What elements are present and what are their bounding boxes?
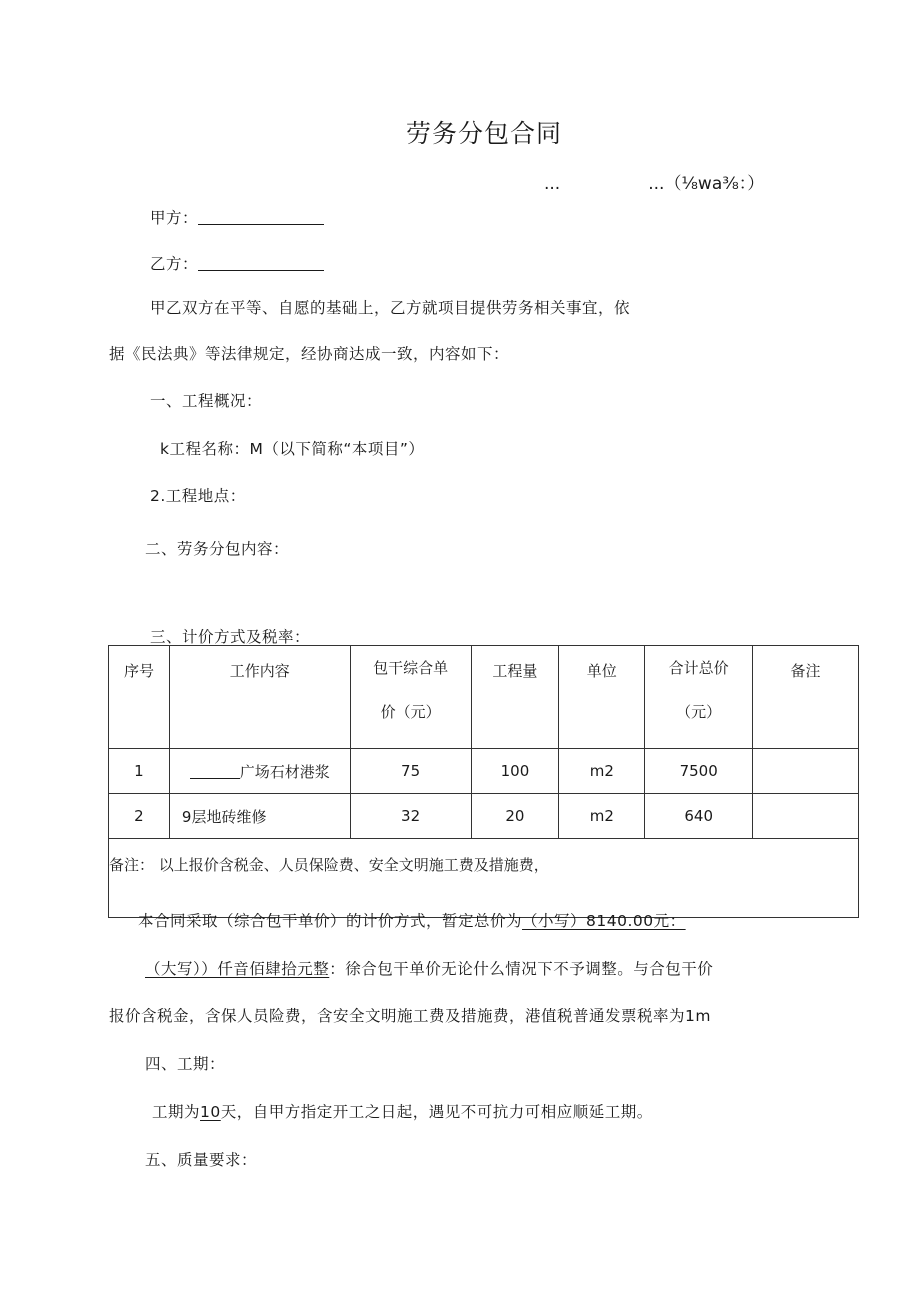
header-unit-price <box>350 646 471 749</box>
pricing-paragraph-2 <box>145 957 713 979</box>
section-3-heading: 三、计价方式及税率： <box>150 628 311 646</box>
table-note-text: 备注： 以上报价含税金、人员保险费、安全文明施工费及措施费， <box>109 856 549 874</box>
contract-number <box>544 169 764 194</box>
row-total: 7500 <box>645 749 753 794</box>
header-unit-price-line-1: 包干综合单 <box>373 659 449 677</box>
party-b-blank <box>198 256 324 271</box>
row-unit-price: 75 <box>350 749 471 794</box>
section-5-heading: 五、质量要求： <box>145 1151 258 1169</box>
pricing-paragraph-1 <box>138 909 686 931</box>
party-a-blank <box>198 210 324 225</box>
period-rest: 天，自甲方指定开工之日起，遇见不可抗力可相应顺延工期。 <box>220 1103 653 1121</box>
pricing-paragraph-3: 报价含税金，含保人员险费，含安全文明施工费及措施费，港值税普通发票税率为1m <box>109 1007 711 1025</box>
table-note-row <box>109 839 859 918</box>
price-table <box>108 645 859 918</box>
row-no: 2 <box>109 794 170 839</box>
section-1-heading: 一、工程概况： <box>150 392 263 410</box>
header-unit-price-line-2: 价（元） <box>380 703 441 721</box>
header-unit: 单位 <box>559 646 645 749</box>
section-4-text <box>152 1100 653 1122</box>
row-remark <box>753 794 859 839</box>
header-quantity: 工程量 <box>471 646 559 749</box>
pricing-text: 本合同采取（综合包干单价）的计价方式，暂定总价为 <box>138 912 523 930</box>
section-1-item-2: 2.工程地点： <box>150 487 246 505</box>
content-blank <box>190 764 240 779</box>
party-b <box>150 252 324 274</box>
section-1-item-1: k工程名称：M（以下简称“本项目”） <box>160 440 425 458</box>
party-b-label: 乙方： <box>150 255 199 273</box>
row-unit: m2 <box>559 794 645 839</box>
row-content <box>169 749 350 794</box>
contract-number-code: （⅛wa⅜：） <box>664 174 765 194</box>
row-total: 640 <box>645 794 753 839</box>
pricing-text-cont: ：徐合包干单价无论什么情况下不予调整。与合包干价 <box>329 960 714 978</box>
header-no: 序号 <box>109 646 170 749</box>
row-quantity: 20 <box>471 794 559 839</box>
party-a <box>150 206 324 228</box>
section-4-heading: 四、工期： <box>145 1055 226 1073</box>
preamble-line-1: 甲乙双方在平等、自愿的基础上，乙方就项目提供劳务相关事宜，依 <box>150 299 631 317</box>
total-amount-small: （小写）8140.00元： <box>522 912 686 930</box>
row-no: 1 <box>109 749 170 794</box>
row-content-text: 广场石材港浆 <box>239 762 330 781</box>
row-quantity: 100 <box>471 749 559 794</box>
period-days: 10 <box>200 1103 221 1121</box>
section-2-heading: 二、劳务分包内容： <box>145 540 290 558</box>
table-row <box>109 794 859 839</box>
contract-number-left: ... <box>544 174 561 194</box>
row-unit-price: 32 <box>350 794 471 839</box>
header-total-line-1: 合计总价 <box>668 659 729 677</box>
preamble-line-2: 据《民法典》等法律规定，经协商达成一致，内容如下： <box>109 345 510 363</box>
party-a-label: 甲方： <box>150 209 199 227</box>
header-total-line-2: （元） <box>676 703 722 721</box>
header-remark: 备注 <box>753 646 859 749</box>
row-remark <box>753 749 859 794</box>
document-title: 劳务分包合同 <box>405 119 562 148</box>
period-prefix: 工期为 <box>152 1103 201 1121</box>
header-content: 工作内容 <box>169 646 350 749</box>
row-content: 9层地砖维修 <box>169 794 350 839</box>
table-note <box>109 839 859 918</box>
table-header-row <box>109 646 859 749</box>
contract-number-right: ... <box>648 174 665 194</box>
table-row <box>109 749 859 794</box>
header-total <box>645 646 753 749</box>
row-unit: m2 <box>559 749 645 794</box>
total-amount-capital: （大写））仟音佰肆拾元整 <box>145 960 330 978</box>
